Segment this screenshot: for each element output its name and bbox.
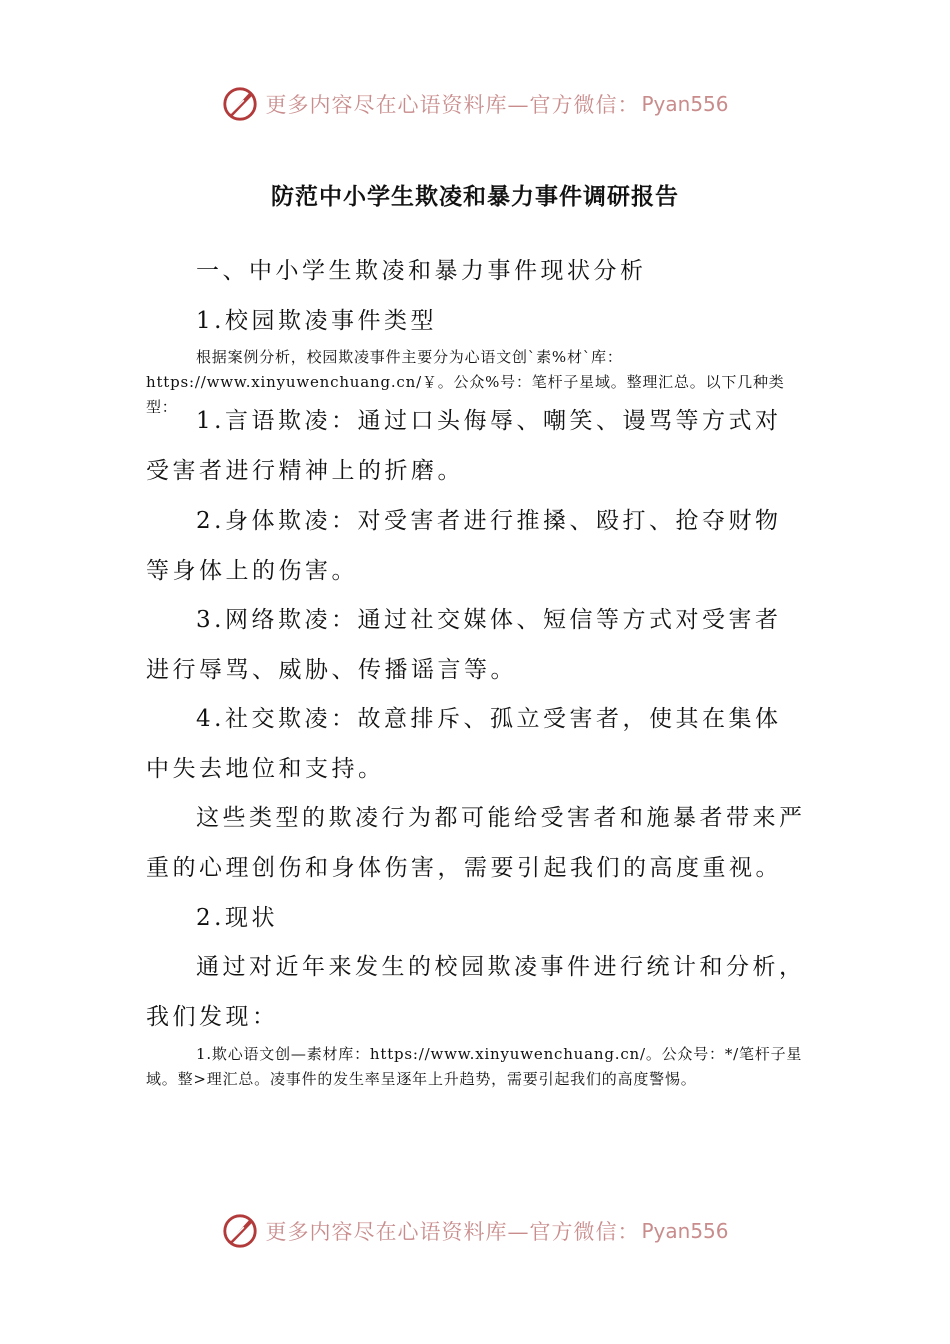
finding-paragraph: 1.欺心语文创—素材库：https://www.xinyuwenchuang.cn/。公众号：*/笔杆子星域。整>理汇总。凌事件的发生率呈逐年上升趋势，需要引起我们的高度警惕。 xyxy=(146,1045,803,1088)
header-banner xyxy=(0,82,950,126)
quill-pen-logo-icon xyxy=(221,85,259,123)
list-item: 4.社交欺凌：故意排斥、孤立受害者，使其在集体中失去地位和支持。 xyxy=(146,706,782,782)
wechat-id: Pyan556 xyxy=(641,92,729,116)
footer-banner xyxy=(0,1209,950,1253)
subsection-heading: 2.现状 xyxy=(196,905,278,931)
list-item: 2.身体欺凌：对受害者进行推搡、殴打、抢夺财物等身体上的伤害。 xyxy=(146,508,782,584)
wechat-id: Pyan556 xyxy=(641,1219,729,1243)
banner-text: 更多内容尽在心语资料库—官方微信： xyxy=(265,93,640,117)
page-title: 防范中小学生欺凌和暴力事件调研报告 xyxy=(271,184,679,210)
section-heading: 一、中小学生欺凌和暴力事件现状分析 xyxy=(196,258,647,284)
summary-paragraph: 这些类型的欺凌行为都可能给受害者和施暴者带来严重的心理创伤和身体伤害，需要引起我们的高度重视。 xyxy=(146,805,806,881)
intro-paragraph: 根据案例分析，校园欺凌事件主要分为心语文创`素%材`库：https://www.xinyuwenchuang.cn/￥。公众%号：笔杆子星域。整理汇总。以下几种类型： xyxy=(146,348,785,416)
subsection-heading: 1.校园欺凌事件类型 xyxy=(196,308,437,334)
list-item: 3.网络欺凌：通过社交媒体、短信等方式对受害者进行辱骂、威胁、传播谣言等。 xyxy=(146,607,782,683)
findings-intro: 通过对近年来发生的校园欺凌事件进行统计和分析，我们发现： xyxy=(146,954,806,1030)
quill-pen-logo-icon xyxy=(221,1212,259,1250)
banner-text: 更多内容尽在心语资料库—官方微信： xyxy=(265,1220,640,1244)
list-item: 1.言语欺凌：通过口头侮辱、嘲笑、谩骂等方式对受害者进行精神上的折磨。 xyxy=(146,408,782,484)
